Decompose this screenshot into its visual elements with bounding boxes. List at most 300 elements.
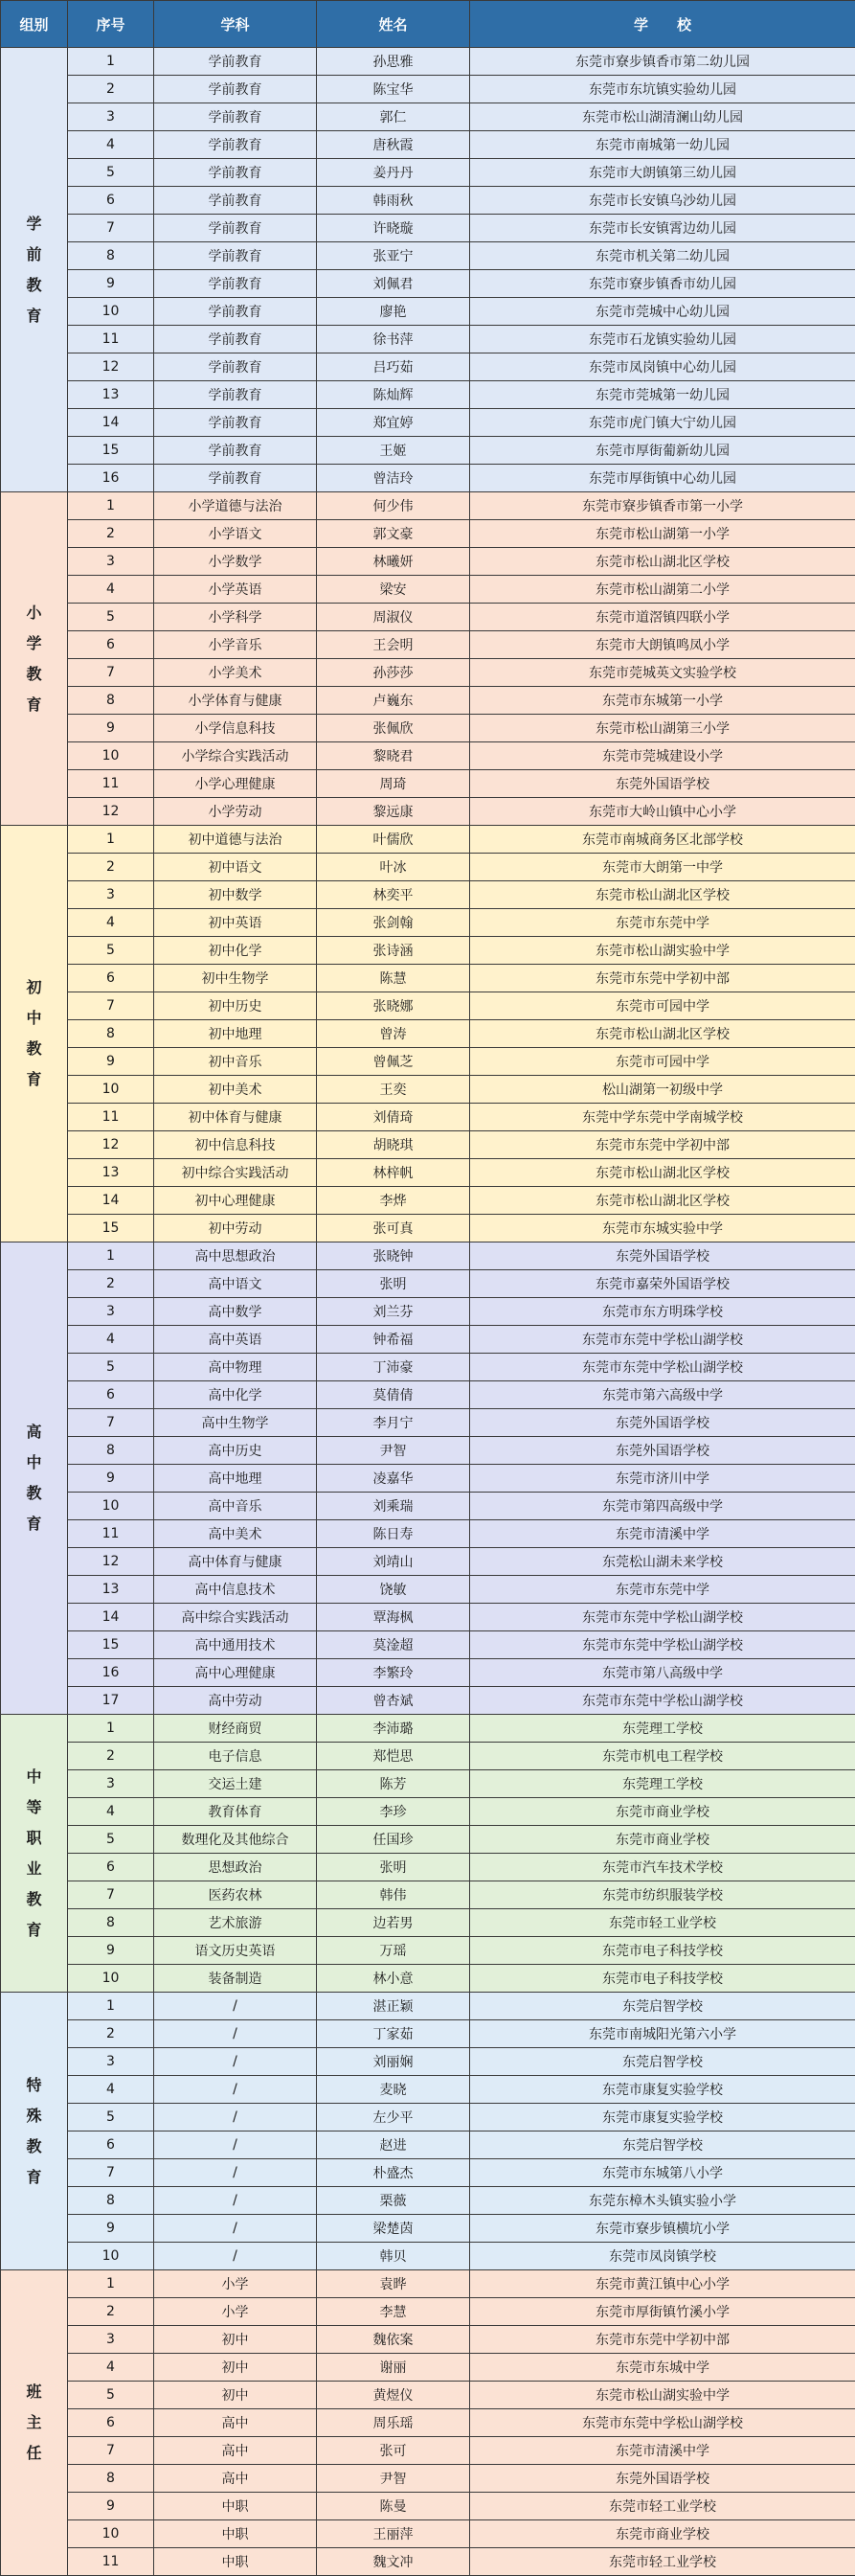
row-subject: 中职 [154, 2520, 317, 2548]
table-row [1, 1242, 855, 1270]
row-subject: 小学 [154, 2298, 317, 2326]
row-subject: 小学体育与健康 [154, 687, 317, 715]
row-subject: 初中 [154, 2354, 317, 2382]
row-school: 东莞市莞城第一幼儿园 [470, 381, 855, 409]
row-name: 孙莎莎 [317, 659, 470, 687]
row-subject: 高中英语 [154, 1326, 317, 1354]
row-school: 东莞市东莞中学松山湖学校 [470, 1687, 855, 1715]
row-school: 东莞市松山湖清澜山幼儿园 [470, 103, 855, 131]
row-name: 李繁玲 [317, 1659, 470, 1687]
row-subject: 小学劳动 [154, 798, 317, 826]
row-index: 14 [68, 409, 154, 437]
row-index: 1 [68, 1242, 154, 1270]
row-school: 东莞外国语学校 [470, 1409, 855, 1437]
row-index: 9 [68, 2493, 154, 2520]
row-index: 4 [68, 2076, 154, 2104]
row-subject: 医药农林 [154, 1881, 317, 1909]
row-index: 15 [68, 1631, 154, 1659]
row-name: 李珍 [317, 1798, 470, 1826]
table-row [1, 131, 855, 159]
row-school: 松山湖第一初级中学 [470, 1076, 855, 1104]
table-row [1, 1854, 855, 1881]
row-index: 10 [68, 1965, 154, 1993]
row-school: 东莞市长安镇乌沙幼儿园 [470, 187, 855, 215]
row-subject: / [154, 2215, 317, 2243]
row-name: 曾佩芝 [317, 1048, 470, 1076]
row-subject: 语文历史英语 [154, 1937, 317, 1965]
row-index: 7 [68, 1409, 154, 1437]
row-index: 7 [68, 1881, 154, 1909]
row-index: 6 [68, 1854, 154, 1881]
row-index: 2 [68, 520, 154, 548]
row-name: 吕巧茹 [317, 353, 470, 381]
row-name: 丁家茹 [317, 2020, 470, 2048]
row-name: 湛正颖 [317, 1993, 470, 2020]
row-school: 东莞市东莞中学初中部 [470, 1131, 855, 1159]
table-row [1, 1159, 855, 1187]
row-subject: 学前教育 [154, 270, 317, 298]
row-index: 3 [68, 2048, 154, 2076]
row-subject: 高中信息技术 [154, 1576, 317, 1604]
group-label: 高 中 教 育 [1, 1242, 68, 1715]
row-name: 张佩欣 [317, 715, 470, 742]
row-name: 林梓帆 [317, 1159, 470, 1187]
row-subject: 初中心理健康 [154, 1187, 317, 1215]
table-row [1, 604, 855, 631]
row-index: 8 [68, 1437, 154, 1465]
row-name: 韩贝 [317, 2243, 470, 2270]
table-row [1, 1604, 855, 1631]
row-school: 东莞市黄江镇中心小学 [470, 2270, 855, 2298]
row-subject: 小学信息科技 [154, 715, 317, 742]
table-row [1, 215, 855, 242]
row-name: 谢丽 [317, 2354, 470, 2382]
row-school: 东莞市松山湖北区学校 [470, 1187, 855, 1215]
row-index: 13 [68, 1576, 154, 1604]
row-index: 10 [68, 1076, 154, 1104]
row-index: 6 [68, 965, 154, 992]
row-subject: 高中思想政治 [154, 1242, 317, 1270]
table-row [1, 1548, 855, 1576]
row-index: 12 [68, 353, 154, 381]
row-subject: 小学道德与法治 [154, 492, 317, 520]
table-row [1, 2326, 855, 2354]
row-name: 何少伟 [317, 492, 470, 520]
row-name: 张剑翰 [317, 909, 470, 937]
row-subject: 思想政治 [154, 1854, 317, 1881]
table-row [1, 1354, 855, 1381]
row-school: 东莞东樟木头镇实验小学 [470, 2187, 855, 2215]
row-index: 6 [68, 2131, 154, 2159]
row-subject: 初中数学 [154, 881, 317, 909]
table-row [1, 1826, 855, 1854]
row-index: 9 [68, 715, 154, 742]
table-row [1, 1965, 855, 1993]
table-row [1, 742, 855, 770]
row-subject: 学前教育 [154, 215, 317, 242]
table-row [1, 659, 855, 687]
table-row [1, 437, 855, 465]
row-index: 15 [68, 437, 154, 465]
row-name: 张可真 [317, 1215, 470, 1242]
row-subject: 高中音乐 [154, 1493, 317, 1520]
table-row [1, 159, 855, 187]
row-index: 11 [68, 770, 154, 798]
row-school: 东莞市清溪中学 [470, 2437, 855, 2465]
row-subject: 装备制造 [154, 1965, 317, 1993]
row-index: 9 [68, 270, 154, 298]
table-row [1, 687, 855, 715]
row-subject: / [154, 2020, 317, 2048]
table-row [1, 826, 855, 854]
row-school: 东莞市东莞中学松山湖学校 [470, 1631, 855, 1659]
row-index: 2 [68, 2020, 154, 2048]
row-name: 边若男 [317, 1909, 470, 1937]
row-name: 黎晓君 [317, 742, 470, 770]
row-subject: 初中历史 [154, 992, 317, 1020]
row-school: 东莞市大朗镇鸣凤小学 [470, 631, 855, 659]
row-index: 12 [68, 798, 154, 826]
table-row [1, 909, 855, 937]
row-school: 东莞市东城第一小学 [470, 687, 855, 715]
table-row [1, 2520, 855, 2548]
row-subject: 学前教育 [154, 465, 317, 492]
table-row [1, 1076, 855, 1104]
table-row [1, 937, 855, 965]
row-school: 东莞市松山湖实验中学 [470, 937, 855, 965]
group-label: 初 中 教 育 [1, 826, 68, 1242]
row-index: 8 [68, 1909, 154, 1937]
table-row [1, 1187, 855, 1215]
row-name: 莫淦超 [317, 1631, 470, 1659]
table-row [1, 76, 855, 103]
header-school: 学 校 [470, 1, 855, 48]
row-subject: 初中道德与法治 [154, 826, 317, 854]
table-row [1, 548, 855, 576]
table-row [1, 1493, 855, 1520]
row-subject: 学前教育 [154, 131, 317, 159]
row-name: 李慧 [317, 2298, 470, 2326]
row-subject: 小学综合实践活动 [154, 742, 317, 770]
row-school: 东莞市康复实验学校 [470, 2076, 855, 2104]
table-row [1, 2048, 855, 2076]
row-subject: 初中 [154, 2326, 317, 2354]
table-row [1, 1909, 855, 1937]
table-row [1, 2243, 855, 2270]
row-school: 东莞市商业学校 [470, 1798, 855, 1826]
row-index: 10 [68, 2243, 154, 2270]
row-name: 张明 [317, 1854, 470, 1881]
row-name: 赵进 [317, 2131, 470, 2159]
row-subject: 初中生物学 [154, 965, 317, 992]
row-subject: 高中 [154, 2465, 317, 2493]
row-school: 东莞松山湖未来学校 [470, 1548, 855, 1576]
row-school: 东莞市松山湖第二小学 [470, 576, 855, 604]
row-index: 1 [68, 826, 154, 854]
row-name: 左少平 [317, 2104, 470, 2131]
row-school: 东莞市机电工程学校 [470, 1743, 855, 1770]
row-index: 1 [68, 492, 154, 520]
row-school: 东莞市松山湖北区学校 [470, 881, 855, 909]
row-index: 3 [68, 881, 154, 909]
row-subject: 高中历史 [154, 1437, 317, 1465]
table-row [1, 242, 855, 270]
row-subject: 学前教育 [154, 103, 317, 131]
table-row [1, 1326, 855, 1354]
row-subject: 高中物理 [154, 1354, 317, 1381]
row-name: 陈宝华 [317, 76, 470, 103]
row-name: 莫倩倩 [317, 1381, 470, 1409]
row-subject: / [154, 1993, 317, 2020]
row-school: 东莞市东莞中学 [470, 909, 855, 937]
row-name: 陈曼 [317, 2493, 470, 2520]
row-school: 东莞启智学校 [470, 1993, 855, 2020]
table-row [1, 715, 855, 742]
row-index: 3 [68, 1298, 154, 1326]
row-index: 7 [68, 659, 154, 687]
row-school: 东莞市厚街葡新幼儿园 [470, 437, 855, 465]
row-index: 7 [68, 992, 154, 1020]
row-index: 5 [68, 2104, 154, 2131]
table-row [1, 965, 855, 992]
row-index: 12 [68, 1548, 154, 1576]
row-name: 张诗涵 [317, 937, 470, 965]
row-school: 东莞外国语学校 [470, 1437, 855, 1465]
row-subject: 高中劳动 [154, 1687, 317, 1715]
table-row [1, 1631, 855, 1659]
row-name: 周琦 [317, 770, 470, 798]
row-subject: 初中体育与健康 [154, 1104, 317, 1131]
table-row [1, 798, 855, 826]
table-row [1, 2270, 855, 2298]
row-school: 东莞市济川中学 [470, 1465, 855, 1493]
row-index: 9 [68, 2215, 154, 2243]
row-subject: 初中音乐 [154, 1048, 317, 1076]
row-subject: 高中 [154, 2409, 317, 2437]
row-index: 5 [68, 1826, 154, 1854]
row-name: 刘佩君 [317, 270, 470, 298]
row-subject: 学前教育 [154, 437, 317, 465]
row-subject: 初中语文 [154, 854, 317, 881]
row-name: 李沛璐 [317, 1715, 470, 1743]
row-index: 3 [68, 548, 154, 576]
table-row [1, 2409, 855, 2437]
row-name: 张亚宁 [317, 242, 470, 270]
row-school: 东莞市可园中学 [470, 992, 855, 1020]
table-row [1, 1381, 855, 1409]
row-name: 叶冰 [317, 854, 470, 881]
table-row [1, 520, 855, 548]
row-school: 东莞市东莞中学松山湖学校 [470, 1354, 855, 1381]
table-row [1, 2159, 855, 2187]
row-subject: / [154, 2243, 317, 2270]
row-school: 东莞市第四高级中学 [470, 1493, 855, 1520]
row-name: 唐秋霞 [317, 131, 470, 159]
row-name: 林奕平 [317, 881, 470, 909]
row-index: 5 [68, 1354, 154, 1381]
row-school: 东莞市松山湖北区学校 [470, 1159, 855, 1187]
row-index: 4 [68, 1798, 154, 1826]
row-school: 东莞市机关第二幼儿园 [470, 242, 855, 270]
row-school: 东莞市道滘镇四联小学 [470, 604, 855, 631]
row-school: 东莞市嘉荣外国语学校 [470, 1270, 855, 1298]
row-school: 东莞市松山湖北区学校 [470, 1020, 855, 1048]
row-index: 1 [68, 1993, 154, 2020]
row-name: 李月宁 [317, 1409, 470, 1437]
row-name: 朴盛杰 [317, 2159, 470, 2187]
row-name: 曾洁玲 [317, 465, 470, 492]
row-name: 陈芳 [317, 1770, 470, 1798]
group-label: 学 前 教 育 [1, 48, 68, 492]
row-name: 张晓钟 [317, 1242, 470, 1270]
row-index: 5 [68, 2382, 154, 2409]
row-name: 许晓璇 [317, 215, 470, 242]
row-index: 10 [68, 298, 154, 326]
row-subject: 学前教育 [154, 298, 317, 326]
row-school: 东莞市莞城建设小学 [470, 742, 855, 770]
row-name: 韩伟 [317, 1881, 470, 1909]
row-school: 东莞理工学校 [470, 1715, 855, 1743]
header-group: 组别 [1, 1, 68, 48]
row-subject: / [154, 2048, 317, 2076]
row-school: 东莞市第六高级中学 [470, 1381, 855, 1409]
row-index: 4 [68, 1326, 154, 1354]
row-name: 孙思雅 [317, 48, 470, 76]
row-name: 曾涛 [317, 1020, 470, 1048]
row-index: 11 [68, 326, 154, 353]
row-index: 2 [68, 1270, 154, 1298]
table-row [1, 2493, 855, 2520]
row-name: 陈日寿 [317, 1520, 470, 1548]
row-name: 张明 [317, 1270, 470, 1298]
table-row [1, 1215, 855, 1242]
row-index: 2 [68, 854, 154, 881]
table-row [1, 2187, 855, 2215]
row-index: 12 [68, 1131, 154, 1159]
row-name: 黄煜仪 [317, 2382, 470, 2409]
row-index: 3 [68, 2326, 154, 2354]
row-school: 东莞市南城商务区北部学校 [470, 826, 855, 854]
row-school: 东莞市大岭山镇中心小学 [470, 798, 855, 826]
row-index: 8 [68, 2187, 154, 2215]
row-index: 17 [68, 1687, 154, 1715]
row-subject: 初中综合实践活动 [154, 1159, 317, 1187]
group-label: 小 学 教 育 [1, 492, 68, 826]
row-index: 7 [68, 215, 154, 242]
table-row [1, 881, 855, 909]
row-subject: 小学科学 [154, 604, 317, 631]
table-row [1, 1937, 855, 1965]
row-school: 东莞外国语学校 [470, 1242, 855, 1270]
row-name: 郭仁 [317, 103, 470, 131]
row-subject: 小学数学 [154, 548, 317, 576]
row-index: 9 [68, 1465, 154, 1493]
table-row [1, 1270, 855, 1298]
row-index: 9 [68, 1937, 154, 1965]
row-school: 东莞市东城实验中学 [470, 1215, 855, 1242]
row-subject: 数理化及其他综合 [154, 1826, 317, 1854]
table-row [1, 1659, 855, 1687]
row-name: 韩雨秋 [317, 187, 470, 215]
table-row [1, 48, 855, 76]
row-name: 刘靖山 [317, 1548, 470, 1576]
row-name: 尹智 [317, 1437, 470, 1465]
row-school: 东莞市厚街镇中心幼儿园 [470, 465, 855, 492]
row-name: 尹智 [317, 2465, 470, 2493]
row-index: 2 [68, 2298, 154, 2326]
row-school: 东莞市莞城中心幼儿园 [470, 298, 855, 326]
row-name: 麦晓 [317, 2076, 470, 2104]
row-subject: 高中数学 [154, 1298, 317, 1326]
row-subject: / [154, 2076, 317, 2104]
table-row [1, 353, 855, 381]
table-row [1, 103, 855, 131]
row-name: 曾杏斌 [317, 1687, 470, 1715]
table-row [1, 1437, 855, 1465]
row-index: 10 [68, 742, 154, 770]
row-school: 东莞市康复实验学校 [470, 2104, 855, 2131]
row-name: 任国珍 [317, 1826, 470, 1854]
row-name: 刘兰芬 [317, 1298, 470, 1326]
row-name: 周乐瑶 [317, 2409, 470, 2437]
row-school: 东莞市商业学校 [470, 1826, 855, 1854]
row-index: 14 [68, 1187, 154, 1215]
row-subject: 高中语文 [154, 1270, 317, 1298]
row-subject: 初中 [154, 2382, 317, 2409]
table-row [1, 1131, 855, 1159]
row-index: 6 [68, 1381, 154, 1409]
row-subject: 学前教育 [154, 381, 317, 409]
row-name: 覃海枫 [317, 1604, 470, 1631]
row-school: 东莞市大朗镇第三幼儿园 [470, 159, 855, 187]
row-school: 东莞市东莞中学松山湖学校 [470, 2409, 855, 2437]
table-row [1, 992, 855, 1020]
row-name: 钟希福 [317, 1326, 470, 1354]
row-name: 饶敏 [317, 1576, 470, 1604]
row-school: 东莞市轻工业学校 [470, 2548, 855, 2576]
row-index: 3 [68, 1770, 154, 1798]
table-row [1, 631, 855, 659]
row-name: 周淑仪 [317, 604, 470, 631]
group-label: 中 等 职 业 教 育 [1, 1715, 68, 1993]
table-row [1, 2465, 855, 2493]
row-subject: 初中地理 [154, 1020, 317, 1048]
row-school: 东莞启智学校 [470, 2131, 855, 2159]
row-school: 东莞市可园中学 [470, 1048, 855, 1076]
row-index: 14 [68, 1604, 154, 1631]
row-index: 1 [68, 2270, 154, 2298]
table-row [1, 1993, 855, 2020]
row-index: 2 [68, 1743, 154, 1770]
row-index: 8 [68, 1020, 154, 1048]
row-name: 李烨 [317, 1187, 470, 1215]
row-subject: 学前教育 [154, 326, 317, 353]
table-row [1, 381, 855, 409]
row-name: 梁安 [317, 576, 470, 604]
table-row [1, 1465, 855, 1493]
row-index: 11 [68, 1520, 154, 1548]
row-school: 东莞外国语学校 [470, 2465, 855, 2493]
row-index: 2 [68, 76, 154, 103]
row-index: 4 [68, 2354, 154, 2382]
row-name: 刘丽娴 [317, 2048, 470, 2076]
row-index: 1 [68, 48, 154, 76]
table-row [1, 1687, 855, 1715]
row-subject: 电子信息 [154, 1743, 317, 1770]
group-label: 特 殊 教 育 [1, 1993, 68, 2270]
row-school: 东莞市石龙镇实验幼儿园 [470, 326, 855, 353]
row-name: 胡晓琪 [317, 1131, 470, 1159]
